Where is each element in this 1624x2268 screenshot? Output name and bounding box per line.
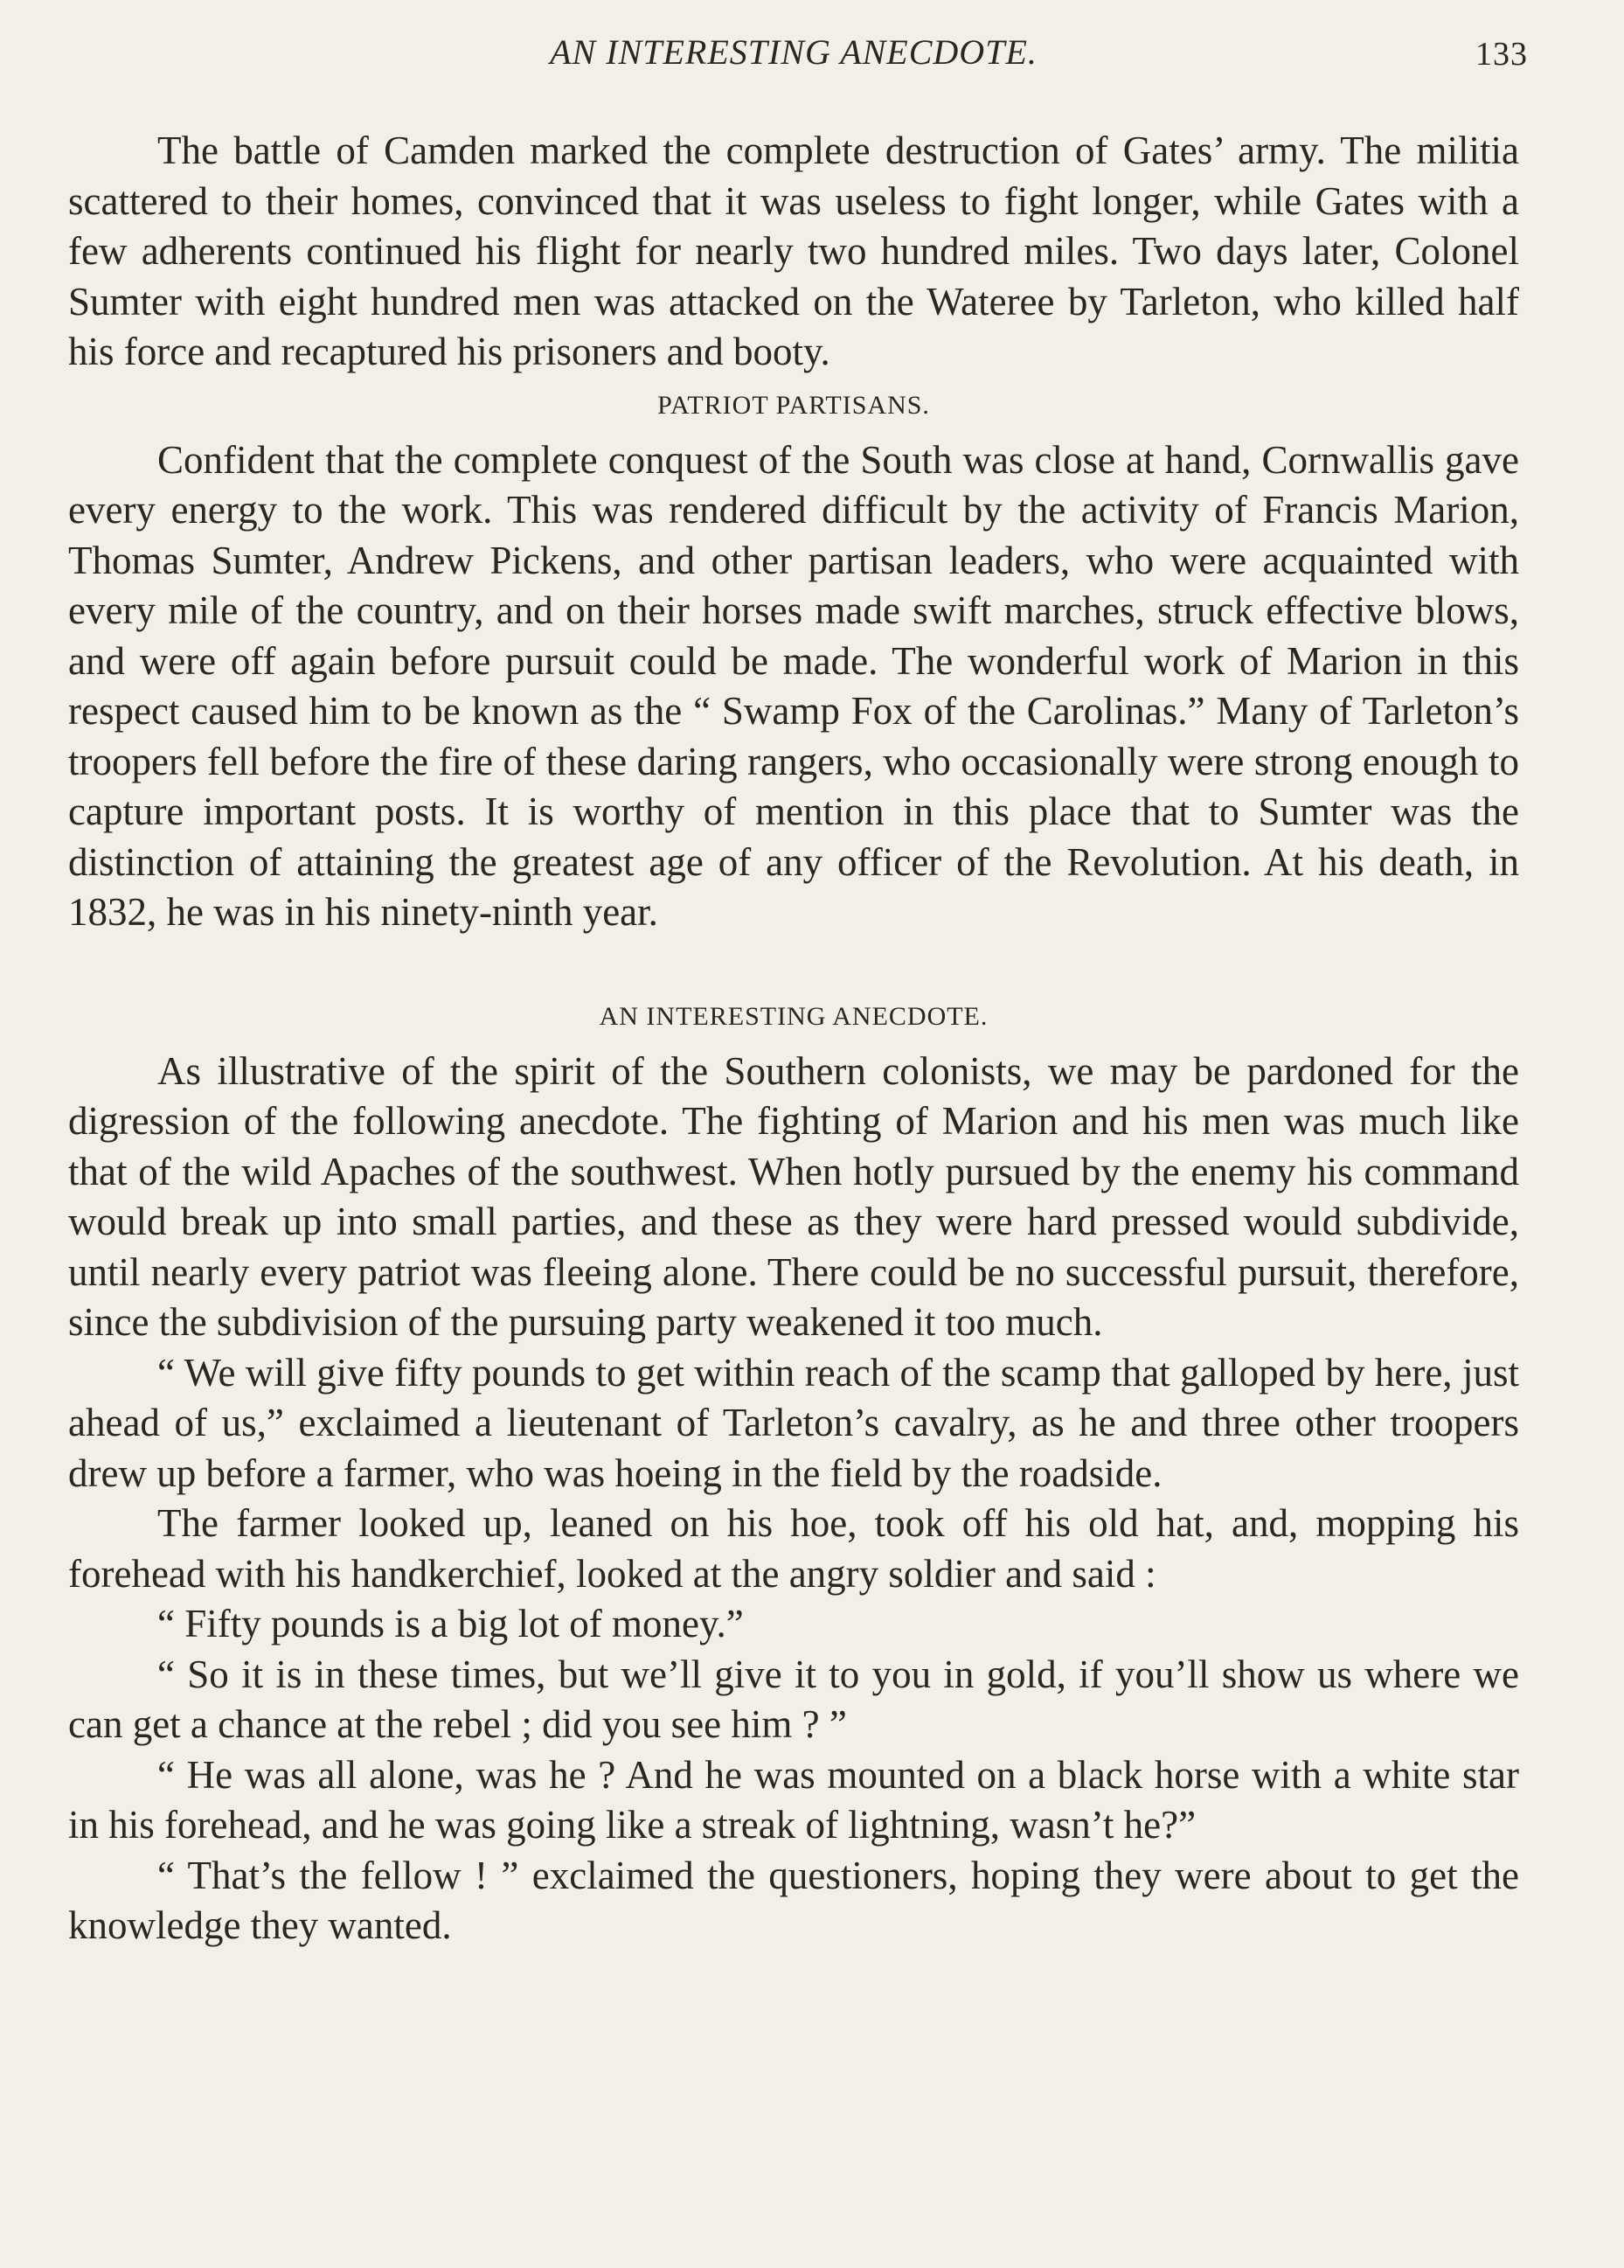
paragraph: The farmer looked up, leaned on his hoe, took off his old hat, and, mopping his forehead with his handkerchief, looked at the angry soldier and said : xyxy=(68,1501,1519,1596)
paragraph: “ So it is in these times, but we’ll give it to you in gold, if you’ll show us where we can get a chance at the rebel ; did you see him ? ” xyxy=(68,1652,1519,1746)
paragraph: “ We will give fifty pounds to get within reach of the scamp that galloped by here, just ahead of us,” exclaimed a lieutenant of Tarleton’s cavalry, as he and three other troopers drew up before a farmer, who was hoeing in the field by the roadside. xyxy=(68,1350,1519,1495)
running-title: AN INTERESTING ANECDOTE. xyxy=(550,32,1038,72)
paragraph: “ He was all alone, was he ? And he was mounted on a black horse with a white star in his forehead, and he was going like a streak of lightning, wasn’t he?” xyxy=(68,1752,1519,1847)
running-head xyxy=(68,24,1528,75)
paragraph: As illustrative of the spirit of the Southern colonists, we may be pardoned for the digression of the following anecdote. The fighting of Marion and his men was much like that of the wild Apaches of the southwest. When hotly pursued by the enemy his command would break up into small parties, and these as they were hard pressed would subdivide, until nearly every patriot was fleeing alone. There could be no successful pursuit, therefore, since the subdivision of the pursuing party weakened it too much. xyxy=(68,1048,1519,1344)
paragraph: “ Fifty pounds is a big lot of money.” xyxy=(157,1602,744,1645)
section-heading-patriot-partisans: PATRIOT PARTISANS. xyxy=(657,390,930,420)
paragraph: Confident that the complete conquest of the South was close at hand, Cornwallis gave every energy to the work. This was rendered difficult by the activity of Francis Marion, Thomas Sumter, Andrew Pickens, and other partisan leaders, who were acquainted with every mile of the country, and on their horses made swift marches, struck effective blows, and were off again before pursuit could be made. The wonderful work of Marion in this respect caused him to be known as the “ Swamp Fox of the Carolinas.” Many of Tarleton’s troopers fell before the fire of these daring rangers, who occasionally were strong enough to capture important posts. It is worthy of mention in this place that to Sumter was the distinction of attaining the greatest age of any officer of the Revolution. At his death, in 1832, he was in his ninety-ninth year. xyxy=(68,437,1519,934)
body-text xyxy=(68,126,1519,1951)
paragraph: “ That’s the fellow ! ” exclaimed the questioners, hoping they were about to get the knowledge they wanted. xyxy=(68,1853,1519,1947)
page-number: 133 xyxy=(1475,36,1528,73)
section-heading-interesting-anecdote: AN INTERESTING ANECDOTE. xyxy=(599,1001,989,1031)
paragraph: The battle of Camden marked the complete destruction of Gates’ army. The militia scattered to their homes, convinced that it was useless to fight longer, while Gates with a few adherents continued his flight for nearly two hundred miles. Two days later, Colonel Sumter with eight hundred men was attacked on the Wateree by Tarleton, who killed half his force and recaptured his prisoners and booty. xyxy=(68,129,1519,373)
